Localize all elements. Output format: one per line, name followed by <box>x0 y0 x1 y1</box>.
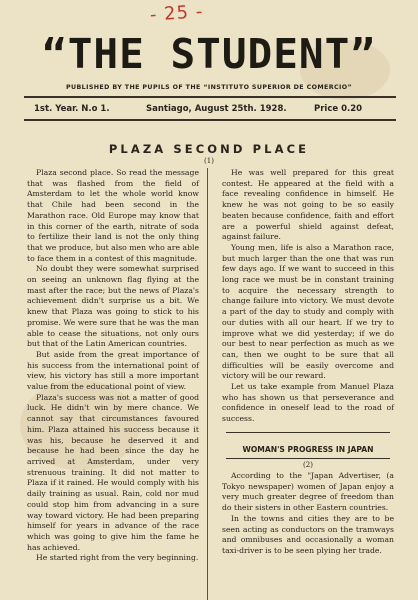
pencil-price-mark: - 25 - <box>149 1 204 26</box>
paragraph: Plaza second place. So read the message that was flashed from the field of Amsterdam to let the whole world know that Chile had been second in the Marathon race. Old Europe may know that in this corner of the earth, nitrate of soda to fertilize their land is not the only thing that we produce, but also men who are able to face them in a contest of this magnitude. <box>27 168 199 263</box>
masthead-title: “THE STUDENT” <box>42 30 376 78</box>
header-rule-bottom <box>24 119 396 121</box>
article-title: PLAZA SECOND PLACE <box>108 142 310 156</box>
paragraph: No doubt they were somewhat surprised on seeing an unknown flag flying at the mast after the race; but the news of Plaza's achievement didn't surprise us a bit. We knew that Plaza was going to stick to his promise. We were sure that he was the man able to cease the situations, not only ours but that of the Latin American countries. <box>27 264 199 349</box>
paragraph: In the towns and cities they are to be seen acting as conductors on the tramways and omnibuses and occasionally a woman taxi-driver is to be seen plying her trade. <box>222 513 394 555</box>
paragraph: Young men, life is also a Marathon race, but much larger than the one that was run few days ago. If we want to succeed in this long race we must be in constant training to acquire the necessary strength to change failure into victory. We must devote a part of the day to study and comply with our duties with all our heart. If we try to improve what we did yesterday; if we do our best to near perfection as much as we can, then we ought to be sure that all difficulties will be easily overcome and victory will be our reward. <box>222 242 394 381</box>
paragraph: According to the "Japan Advertiser, (a Tokyo newspaper) women of Japan enjoy a very much greater degree of freedom than do their sisters in other Eastern countries. <box>222 471 394 513</box>
article-number: (1) <box>204 157 214 165</box>
issue-date: Santiago, August 25th. 1928. <box>146 104 287 114</box>
header-rule-top <box>24 96 396 98</box>
section-rule-bottom <box>226 458 390 459</box>
section-rule-top <box>226 432 390 433</box>
second-article-title: WOMAN'S PROGRESS IN JAPAN <box>242 445 374 454</box>
issue-price: Price 0.20 <box>314 104 363 114</box>
article-column-right <box>222 168 394 425</box>
publisher-line: PUBLISHED BY THE PUPILS OF THE “INSTITUTO SUPERIOR DE COMERCIO” <box>65 84 353 91</box>
paragraph: He started right from the very beginning. <box>36 553 199 563</box>
paragraph: He was well prepared for this great contest. He appeared at the field with a face revealing confidence in himself. He knew he was not going to be so easily beaten because confidence, faith and effort are a powerful shield against defeat, against failure. <box>222 168 394 242</box>
paragraph: But aside from the great importance of his success from the international point of view, his victory has still a more important value from the educational point of view. <box>27 349 199 392</box>
second-article-number: (2) <box>303 461 313 469</box>
paragraph: Let us take example from Manuel Plaza who has shown us that perseverance and confidence in oneself lead to the road of success. <box>222 382 394 424</box>
column-divider <box>207 168 208 600</box>
issue-number: 1st. Year. N.o 1. <box>34 104 110 114</box>
paragraph: Plaza's success was not a matter of good luck. He didn't win by mere chance. We cannot say that circumstances favoured him. Plaza attained his success because it was his, because he deserved it and because he had been since the day he arrived at Amsterdam, under very strenuous training. It did not matter to Plaza if it rained. He would comply with his daily training as usual. Rain, cold nor mud could stop him from advancing in a sure way toward victory. He had been preparing himself for years in advance of the race which was going to give him the fame he has achieved. <box>27 392 199 552</box>
article-column-left <box>27 168 199 564</box>
second-article-column <box>222 471 394 557</box>
